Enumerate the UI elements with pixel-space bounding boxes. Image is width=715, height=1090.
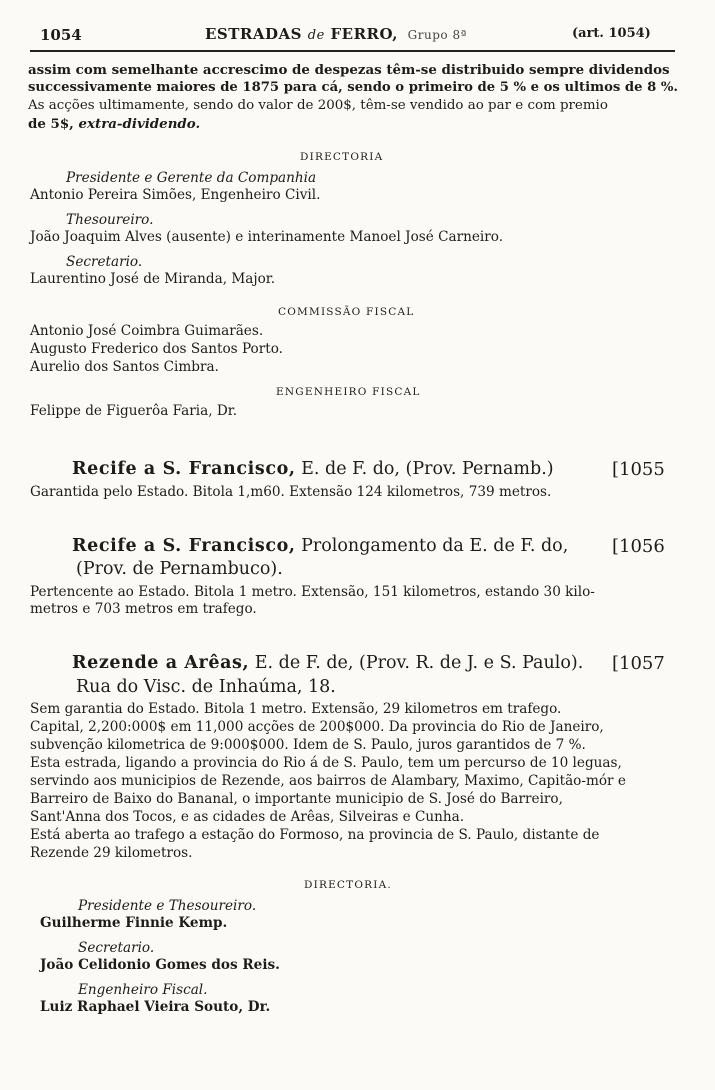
directoria-heading-1: DIRECTORIA [300, 151, 384, 163]
intro-line-4-italic: extra-dividendo. [78, 116, 201, 132]
entry-1057-description-7: Sant'Anna dos Tocos, e as cidades de Arêas, Silveiras e Cunha. [30, 809, 465, 825]
entry-1057-description-9: Rezende 29 kilometros. [30, 845, 193, 861]
entry-1056-subtitle: Prolongamento da E. de F. do, [301, 536, 569, 556]
directoria2-name-engineer: Luiz Raphael Vieira Souto, Dr. [40, 999, 271, 1015]
entry-1057-title: Rezende a Arêas, [72, 653, 250, 673]
directoria1-role-president: Presidente e Gerente da Companhia [66, 170, 317, 186]
running-title-ferro: FERRO, [330, 25, 398, 43]
entry-1056-heading [72, 536, 568, 556]
entry-1057-description-3: subvenção kilometrica de 9:000$000. Idem de S. Paulo, juros garantidos de 7 %. [30, 737, 586, 753]
directoria1-name-treasurer: João Joaquim Alves (ausente) e interinamente Manoel José Carneiro. [30, 229, 504, 245]
entry-1056-article-number: [1056 [612, 536, 665, 557]
directoria2-role-secretary: Secretario. [78, 940, 155, 956]
entry-1057-description-8: Está aberta ao trafego a estação do Formoso, na provincia de S. Paulo, distante de [30, 827, 600, 843]
directoria1-name-president: Antonio Pereira Simões, Engenheiro Civil. [30, 187, 321, 203]
entry-1055-heading [72, 459, 554, 479]
engenheiro-fiscal-name: Felippe de Figuerôa Faria, Dr. [30, 403, 238, 419]
running-title-group: Grupo 8ª [407, 28, 467, 42]
commissao-name-1: Antonio José Coimbra Guimarães. [30, 323, 264, 339]
entry-1057-heading [72, 653, 583, 673]
engenheiro-fiscal-heading: ENGENHEIRO FISCAL [276, 386, 421, 398]
directoria1-name-secretary: Laurentino José de Miranda, Major. [30, 271, 276, 287]
directoria2-name-president: Guilherme Finnie Kemp. [40, 915, 228, 931]
commissao-name-3: Aurelio dos Santos Cimbra. [30, 359, 219, 375]
entry-1057-description-4: Esta estrada, ligando a provincia do Rio á de S. Paulo, tem um percurso de 10 leguas, [30, 755, 622, 771]
directoria1-role-secretary: Secretario. [66, 254, 143, 270]
article-reference: (art. 1054) [572, 26, 651, 41]
entry-1057-article-number: [1057 [612, 653, 665, 674]
directoria2-role-engineer: Engenheiro Fiscal. [78, 982, 208, 998]
entry-1057-description-1: Sem garantia do Estado. Bitola 1 metro. Extensão, 29 kilometros em trafego. [30, 701, 562, 717]
directoria2-role-president: Presidente e Thesoureiro. [78, 898, 257, 914]
header-rule [30, 50, 675, 52]
entry-1056-subtitle-2: (Prov. de Pernambuco). [76, 559, 283, 579]
directoria2-name-secretary: João Celidonio Gomes dos Reis. [40, 957, 280, 973]
entry-1057-subtitle: E. de F. de, (Prov. R. de J. e S. Paulo). [254, 653, 584, 673]
running-title [205, 25, 467, 43]
intro-line-1: assim com semelhante accrescimo de despezas têm-se distribuido sempre dividendos [28, 62, 670, 78]
entry-1055-subtitle: E. de F. do, (Prov. Pernamb.) [301, 459, 554, 479]
entry-1057-address: Rua do Visc. de Inhaúma, 18. [76, 677, 336, 697]
running-title-estradas: ESTRADAS [205, 25, 303, 43]
entry-1056-description-1: Pertencente ao Estado. Bitola 1 metro. Extensão, 151 kilometros, estando 30 kilo- [30, 584, 595, 600]
entry-1055-description: Garantida pelo Estado. Bitola 1,m60. Extensão 124 kilometros, 739 metros. [30, 484, 552, 500]
entry-1055-article-number: [1055 [612, 459, 665, 480]
entry-1056-description-2: metros e 703 metros em trafego. [30, 601, 257, 617]
entry-1056-title: Recife a S. Francisco, [72, 536, 296, 556]
directoria-heading-2: DIRECTORIA. [304, 879, 392, 891]
intro-line-4-start: de 5$, [28, 116, 74, 132]
entry-1055-title: Recife a S. Francisco, [72, 459, 296, 479]
directoria1-role-treasurer: Thesoureiro. [66, 212, 154, 228]
commissao-name-2: Augusto Frederico dos Santos Porto. [30, 341, 283, 357]
intro-line-2: successivamente maiores de 1875 para cá, sendo o primeiro de 5 % e os ultimos de 8 %. [28, 80, 678, 95]
intro-line-3: As acções ultimamente, sendo do valor de 200$, têm-se vendido ao par e com premio [28, 98, 608, 113]
entry-1057-description-2: Capital, 2,200:000$ em 11,000 acções de 200$000. Da provincia do Rio de Janeiro, [30, 719, 604, 735]
running-title-de: de [307, 28, 325, 43]
intro-line-4 [28, 116, 200, 132]
entry-1057-description-5: servindo aos municipios de Rezende, aos bairros de Alambary, Maximo, Capitão-mór e [30, 773, 626, 789]
page-number: 1054 [40, 26, 82, 44]
commissao-fiscal-heading: COMMISSÃO FISCAL [278, 306, 415, 318]
entry-1057-description-6: Barreiro de Baixo do Bananal, o importante municipio de S. José do Barreiro, [30, 791, 563, 807]
